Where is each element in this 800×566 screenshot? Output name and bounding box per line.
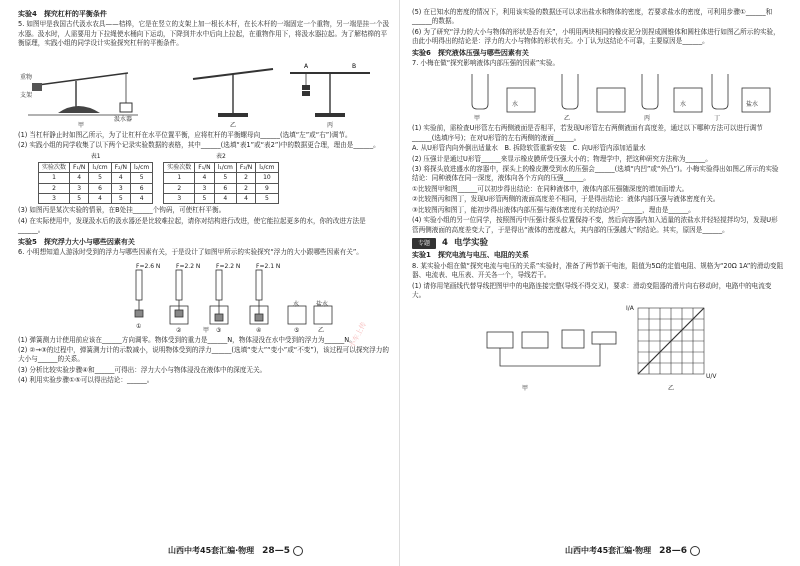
question-5-2: (2) 实践小组的同学收集了以下两个记录实验数据的表格，其中______(选填“表1”或“表2”)中的数据更合理，理由是______。	[18, 141, 380, 150]
footer-title: 山西中考45套汇编·物理	[565, 546, 652, 555]
data-tables	[38, 152, 390, 204]
table-1-wrap	[38, 152, 153, 204]
question-6-1: (1) 弹簧测力计使用前应该在______方向调零。物体受到的重力是______N，物体浸没在水中受到的浮力为______N。	[18, 335, 356, 344]
section-badge: 专题	[412, 238, 436, 249]
question-5-1: (1) 当杠杆静止时如图乙所示，为了让杠杆在水平位置平衡，应将杠杆的平衡螺母向______(选填“左”或“右”)调节。	[18, 130, 352, 139]
buoyancy-figure-svg	[18, 260, 390, 334]
left-footer	[168, 545, 303, 556]
page-divider	[399, 0, 400, 566]
table-cell: 6	[214, 183, 236, 193]
table-cell: 3	[111, 183, 130, 193]
table-row	[164, 162, 278, 172]
force-reading-3: F=2.2 N	[216, 262, 241, 270]
page-number: 28—6	[659, 546, 687, 556]
label-water: 水	[680, 101, 687, 109]
label-weight: 重物	[20, 73, 33, 81]
force-reading-1: F=2.6 N	[136, 262, 161, 270]
question-6-text: 6. 小明想知道人游泳时受到的浮力与哪些因素有关，于是设计了如图甲所示的实验探究“浮力的大小跟哪些因素有关”。	[18, 248, 363, 257]
table-cell: 5	[195, 194, 214, 204]
label-salt-water: 盐水	[316, 300, 329, 308]
table-row	[39, 162, 153, 172]
figure-pressure-gauges	[412, 70, 784, 122]
graph-x-axis-label: U/V	[706, 373, 717, 381]
question-7-1-options: A. 从U形管内向外倒出适量水 B. 拆除软管重新安装 C. 向U形管内添加适量水	[412, 144, 646, 153]
graph-grid	[638, 308, 704, 374]
figure-label-jia: 甲	[522, 385, 529, 393]
question-8-1: (1) 请你用笔画线代替导线把图甲中的电路连接完整(导线不得交叉)，要求：滑动变阻器的滑片向右移动时，电路中的电流变大。	[412, 281, 772, 299]
question-6-6: (6) 为了研究“浮力的大小与物体的形状是否有关”，小明用两块相同的橡皮泥分别捏成圆锥体和圆柱体进行如图乙所示的实验，由此小明得出的结论是：浮力的大小与物体的形状有关。小丁认为这结论不可靠，主要原因是______。	[412, 27, 780, 46]
experiment-6-title: 实验6 探究液体压强与哪些因素有关	[412, 48, 529, 57]
figure-label-jia: 甲	[78, 121, 85, 129]
left-column	[18, 8, 390, 387]
step-5: ⑤	[294, 326, 300, 334]
watermark: 小车上传	[347, 320, 369, 350]
figure-label-bing: 丙	[644, 115, 651, 123]
table-cell: 5	[70, 194, 89, 204]
step-4: ④	[256, 326, 262, 334]
figure-label-yi: 乙	[318, 326, 325, 334]
table-header: F₂/N	[236, 162, 255, 172]
lever-balanced-drawing	[290, 63, 370, 117]
right-footer	[565, 545, 700, 556]
table-cell: 1	[39, 173, 70, 183]
question-7-3-3: ③比较图丙和图丁，能初步得出液体内部压强与液体密度有关的结论吗？______，理由是______。	[412, 205, 695, 214]
footer-title: 山西中考45套汇编·物理	[168, 546, 255, 555]
question-7-4: (4) 实验小组的另一位同学，按照图丙中压强计探头位置保持不变，然后向容器内加入适量的浓盐水并轻轻搅拌均匀，发现U形管两侧液面的高度差变大了，于是得出“液体的密度越大，其内部的压强越大”的结论。其实，原因是______。	[412, 216, 778, 234]
section-number: 4	[442, 237, 448, 248]
table-header: F₂/N	[111, 162, 130, 172]
question-5-3: (3) 如图丙是某次实验的情景，在B处挂______个钩码，可使杠杆平衡。	[18, 206, 226, 215]
figure-label-yi: 乙	[668, 385, 675, 393]
experiment-4-title: 实验4 探究杠杆的平衡条件	[18, 10, 107, 18]
table-header: l₁/cm	[89, 162, 111, 172]
graph-y-axis-label: I/A	[626, 305, 634, 313]
step-1: ①	[136, 322, 142, 330]
step-3: ③	[216, 326, 222, 334]
experiment-5-title: 实验5 探究浮力大小与哪些因素有关	[18, 237, 135, 246]
table-cell: 3	[195, 183, 214, 193]
table-cell: 9	[256, 183, 278, 193]
table-header: l₂/cm	[256, 162, 278, 172]
question-7-3-1: ①比较图甲和图______可以初步得出结论：在同种液体中，液体内部压强随深度的增加而增大。	[412, 184, 689, 193]
label-salt-water: 盐水	[746, 101, 759, 109]
table-cell: 4	[195, 173, 214, 183]
table-cell: 5	[111, 194, 130, 204]
section-header	[412, 238, 784, 249]
circuit-drawing	[487, 330, 616, 366]
figure-circuit	[412, 302, 784, 394]
table-header: l₁/cm	[214, 162, 236, 172]
figure-buoyancy	[18, 260, 390, 334]
table-header: F₁/N	[70, 162, 89, 172]
question-7-1: (1) 实验前，需检查U形管左右两侧液面是否相平，若发现U形管左右两侧液面有高度差，通过以下哪种方法可以进行调节______(选填序号)；在对U形管的左右两侧的液面______。	[412, 124, 763, 142]
table-header: 实验次数	[164, 162, 195, 172]
table-row	[164, 183, 278, 193]
table-cell: 3	[70, 183, 89, 193]
lever-tilted-drawing	[193, 69, 273, 117]
question-7-3: (3) 将探头放进盛水的容器中，探头上的橡皮膜受到水的压强会______(选填“内凹”或“外凸”)。小梅实验得出如图乙所示的实验结论：同种液体在同一深度，液体向各个方向的压强______。	[412, 165, 779, 183]
question-8-text: 8. 某实验小组在做“探究电流与电压的关系”实验时，准备了两节新干电池，阻值为5Ω的定值电阻、规格为“20Ω 1A”的滑动变阻器、电流表、电压表、开关各一个，导线若干。	[412, 261, 784, 280]
label-water: 水	[293, 300, 300, 308]
table-cell: 5	[131, 173, 153, 183]
section-title: 电学实验	[453, 237, 488, 248]
question-5-text: 5. 如图甲是我国古代汲水农具——桔槔，它是在竖立的支架上加一根长木杆，在长木杆的一端固定一个重物，另一端是挂一个汲水器。汲水时，人需要用力下拉绳使水桶向下运动，下降到井水中后向上拉起，在重物作用下，将汲水器拉起。为了解桔槔的平衡原理，实践小组的同学设计实验探究杠杆的平衡条件。	[18, 20, 390, 48]
page-number: 28—5	[262, 546, 290, 556]
table-header: 实验次数	[39, 162, 70, 172]
table-2-wrap	[163, 152, 278, 204]
label-support: 支架	[20, 91, 33, 99]
table-row	[39, 173, 153, 183]
force-reading-2: F=2.2 N	[176, 262, 201, 270]
smiley-icon	[690, 546, 700, 556]
table-2	[163, 162, 278, 205]
table-cell: 5	[256, 194, 278, 204]
table-1	[38, 162, 153, 205]
table-cell: 4	[131, 194, 153, 204]
table-cell: 2	[236, 183, 255, 193]
circuit-figure-svg	[412, 302, 784, 394]
figure-label-bing: 丙	[327, 121, 334, 129]
figure-label-jia: 甲	[203, 326, 210, 334]
table-cell: 4	[70, 173, 89, 183]
table-header: F₁/N	[195, 162, 214, 172]
table-cell: 10	[256, 173, 278, 183]
table-cell: 6	[131, 183, 153, 193]
table-cell: 4	[214, 194, 236, 204]
table-cell: 4	[89, 194, 111, 204]
experiment-1-title: 实验1 探究电流与电压、电阻的关系	[412, 251, 529, 260]
svg-text:B: B	[352, 62, 357, 70]
question-5-4: (4) 在实际使用中，发现汲水后的汲水器还是比较难拉起，请你对结构进行改进，使它能拉起更多的水，你的改进方法是______。	[18, 216, 366, 235]
table-row	[39, 183, 153, 193]
figure-lever	[18, 51, 390, 129]
table-cell: 2	[164, 183, 195, 193]
figure-label-jia: 甲	[474, 115, 481, 123]
right-column	[412, 8, 784, 396]
force-reading-4: F=2.1 N	[256, 262, 281, 270]
pressure-figure-svg	[412, 70, 784, 122]
table-header: l₂/cm	[131, 162, 153, 172]
lever-figure-svg	[18, 51, 390, 129]
table-cell: 2	[236, 173, 255, 183]
figure-label-ding: 丁	[714, 115, 721, 123]
table-row	[164, 173, 278, 183]
table-cell: 3	[164, 194, 195, 204]
table-cell: 2	[39, 183, 70, 193]
figure-label-yi: 乙	[564, 115, 571, 123]
table-cell: 4	[236, 194, 255, 204]
label-water-lifter: 汲水器	[114, 115, 133, 123]
label-water: 水	[512, 101, 519, 109]
question-7-3-2: ②比较图丙和图丁，发现U形管两侧的液面高度差不相同，于是得出结论：液体内部压强与液体密度有关。	[412, 195, 720, 204]
svg-text:A: A	[304, 62, 309, 70]
table-2-caption: 表2	[215, 153, 226, 161]
table-cell: 6	[89, 183, 111, 193]
table-cell: 5	[89, 173, 111, 183]
table-cell: 3	[39, 194, 70, 204]
table-row	[164, 194, 278, 204]
question-6-2: (2) ②→③的过程中，弹簧测力计的示数减小，说明物体受到的浮力______(选填“变大”“变小”或“不变”)，该过程可以探究浮力的大小与______的关系。	[18, 345, 389, 364]
question-6-5: (5) 在已知水的密度的情况下，利用该实验的数据还可以求出盐水和物体的密度，若要求盐水的密度，可利用步骤①______和______的数据。	[412, 8, 773, 26]
figure-label-yi: 乙	[230, 121, 237, 129]
question-7-2: (2) 压强计是通过U形管______来显示橡皮膜所受压强大小的；物理学中，把这种研究方法称为______。	[412, 154, 712, 163]
table-1-caption: 表1	[90, 153, 101, 161]
spring-scales	[135, 270, 332, 324]
question-6-4: (4) 利用实验步骤①⑤可以得出结论：______。	[18, 376, 154, 385]
table-row	[39, 194, 153, 204]
question-7-text: 7. 小梅在做“探究影响液体内部压强的因素”实验。	[412, 59, 560, 68]
well-sweep-drawing	[28, 73, 138, 115]
question-6-3: (3) 分析比较实验步骤④和______可得出：浮力大小与物体浸没在液体中的深度无关。	[18, 365, 267, 374]
table-cell: 1	[164, 173, 195, 183]
table-cell: 4	[111, 173, 130, 183]
table-cell: 5	[214, 173, 236, 183]
smiley-icon	[293, 546, 303, 556]
step-2: ②	[176, 326, 182, 334]
